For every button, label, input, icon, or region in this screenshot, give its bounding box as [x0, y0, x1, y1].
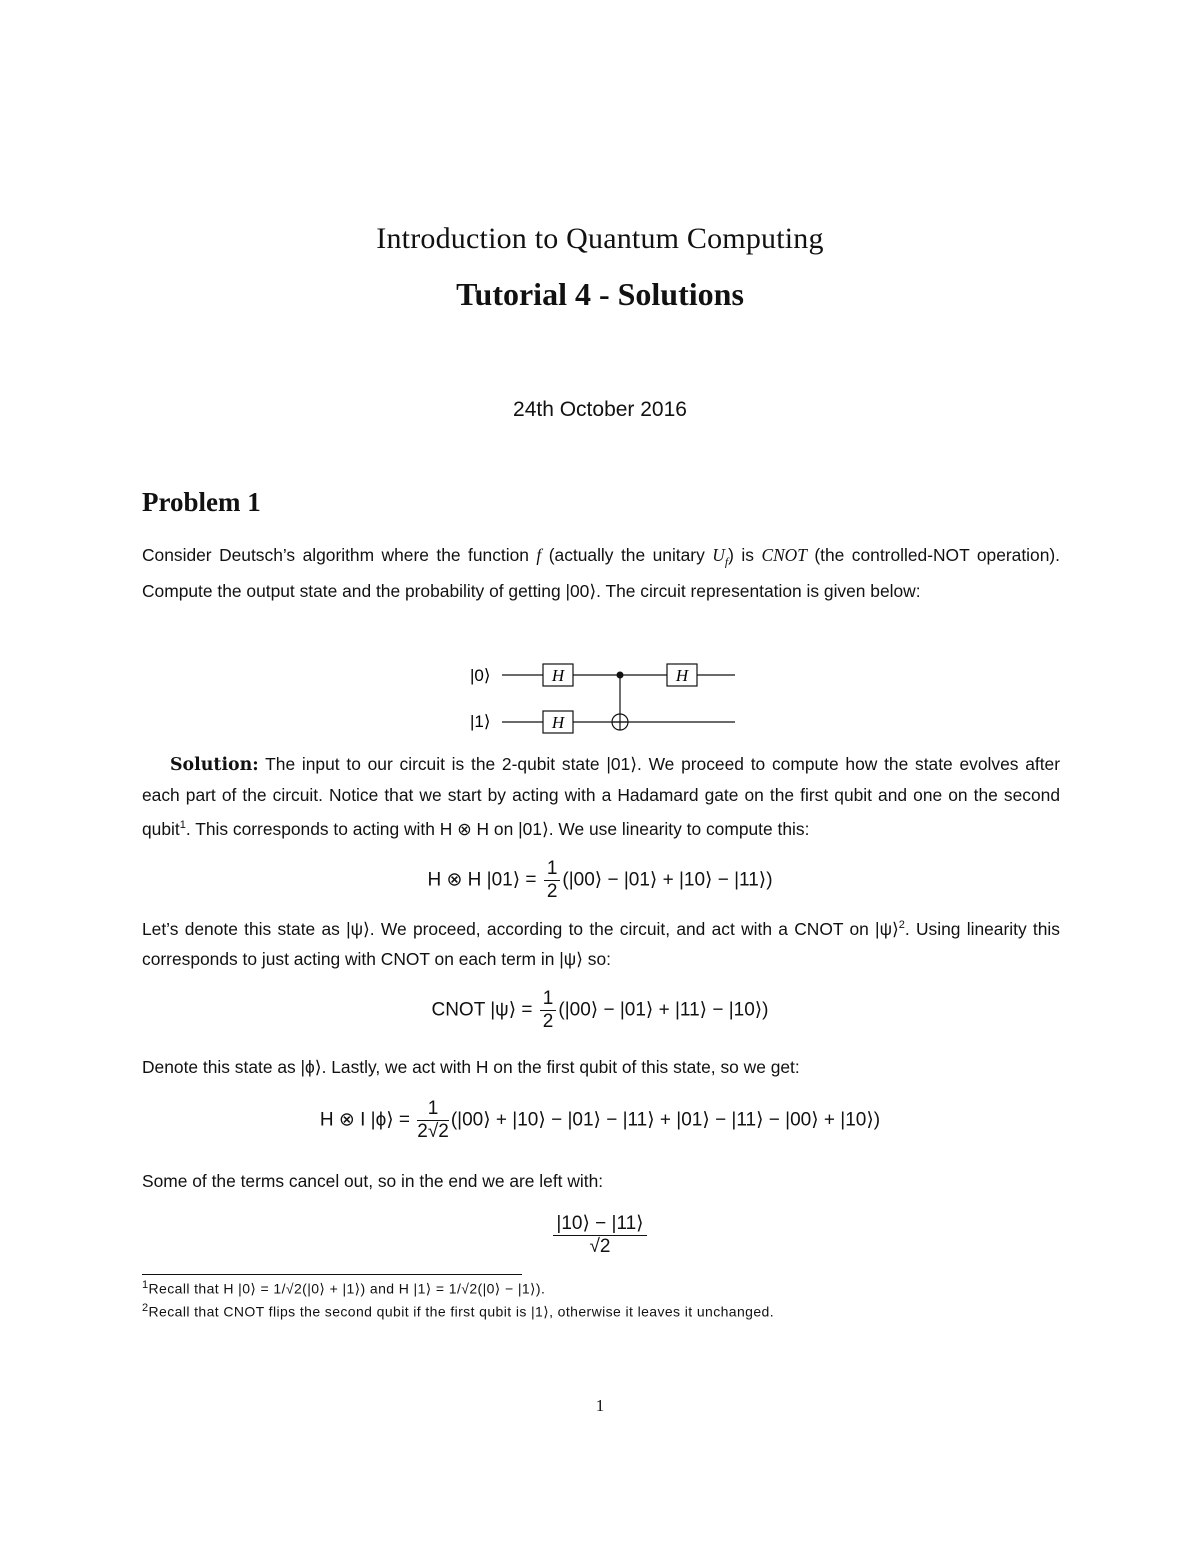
- equation-2: CNOT |ψ⟩ = $\frac{1}{2}$ (|00⟩ − |01⟩ + |11⟩ − |10⟩): [431, 988, 769, 1032]
- course-title: Introduction to Quantum Computing: [376, 222, 824, 255]
- problem-heading: Problem 1: [142, 487, 261, 517]
- footnote-1: $^1$Recall that H |0⟩ = 1/√2(|0⟩ + |1⟩) and H |1⟩ = 1/√2(|0⟩ − |1⟩).: [142, 1279, 546, 1297]
- equation-4: $\frac{|10⟩ - |11⟩}{√2}$: [0, 1213, 1200, 1258]
- tutorial-title: Tutorial 4 - Solutions: [456, 276, 744, 312]
- page-number: 1: [595, 1396, 605, 1415]
- equation-3: H ⊗ I |ϕ⟩ = $\frac{1}{2√2}$ (|00⟩ + |10⟩ − |01⟩ − |11⟩ + |01⟩ − |11⟩ − |00⟩ + |10⟩): [319, 1098, 881, 1142]
- equation-1: H ⊗ H |01⟩ = $\frac{1}{2}$ (|00⟩ − |01⟩ + |10⟩ − |11⟩): [427, 858, 773, 902]
- gate-label: H: [551, 666, 565, 685]
- gate-label: H: [551, 713, 565, 732]
- problem-statement: Consider Deutsch’s algorithm where the function f (actually the unitary $U_f$) is CNOT (the controlled-NOT operation). Compute the output state and the probability of getting |00⟩. The circuit representation is given below:: [142, 545, 1061, 602]
- solution-paragraph-3: Denote this state as |ϕ⟩. Lastly, we act with H on the first qubit of this state, so we get:: [142, 1057, 800, 1077]
- circuit-input-bottom: |1⟩: [470, 712, 491, 731]
- solution-paragraph-2: Let’s denote this state as |ψ⟩. We proceed, according to the circuit, and act with a CNOT on |ψ⟩$^2$. Using linearity this corresponds to just acting with CNOT on each term in |ψ⟩ so:: [142, 918, 1060, 969]
- solution-paragraph-4: Some of the terms cancel out, so in the end we are left with:: [142, 1171, 604, 1191]
- document-date: 24th October 2016: [513, 398, 687, 421]
- solution-paragraph-1: Solution: The input to our circuit is the 2-qubit state |01⟩. We proceed to compute how the state evolves after each part of the circuit. Notice that we start by acting with a Hadamard gate on the first qubit and one on the second qubit$^1$. This corresponds to acting with H ⊗ H on |01⟩. We use linearity to compute this:: [142, 754, 1060, 839]
- circuit-diagram: [460, 655, 750, 740]
- footnote-2: $^2$Recall that CNOT flips the second qubit if the first qubit is |1⟩, otherwise it leaves it unchanged.: [142, 1302, 775, 1320]
- gate-label: H: [675, 666, 689, 685]
- circuit-input-top: |0⟩: [470, 666, 491, 685]
- footnote-rule: [142, 1274, 522, 1275]
